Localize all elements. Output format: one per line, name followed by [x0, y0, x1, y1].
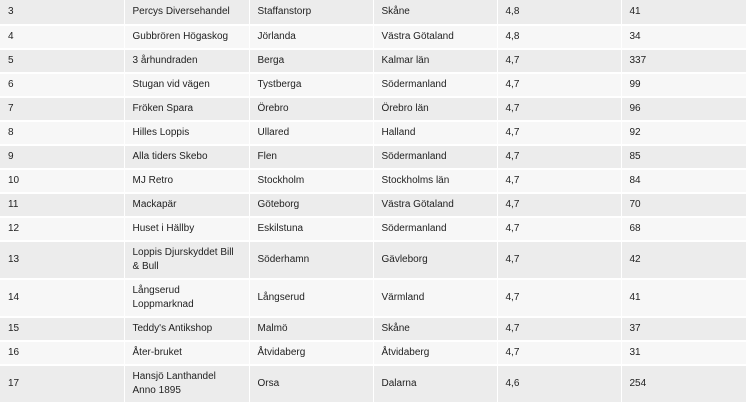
rating-cell: 4,7 — [497, 169, 621, 193]
reviews-cell: 92 — [621, 121, 746, 145]
rating-cell: 4,7 — [497, 217, 621, 241]
region-cell: Dalarna — [373, 365, 497, 403]
table-row — [0, 25, 746, 49]
rank-cell: 16 — [0, 341, 124, 365]
rating-cell: 4,7 — [497, 317, 621, 341]
store-name-cell: Åter-bruket — [124, 341, 249, 365]
reviews-cell: 85 — [621, 145, 746, 169]
rank-cell: 4 — [0, 25, 124, 49]
table-row — [0, 365, 746, 403]
city-cell: Örebro — [249, 97, 373, 121]
reviews-cell: 42 — [621, 241, 746, 279]
rank-cell: 6 — [0, 73, 124, 97]
table-row — [0, 241, 746, 279]
store-name-cell: Percys Diversehandel — [124, 0, 249, 25]
city-cell: Jörlanda — [249, 25, 373, 49]
city-cell: Flen — [249, 145, 373, 169]
region-cell: Åtvidaberg — [373, 341, 497, 365]
city-cell: Orsa — [249, 365, 373, 403]
table-row — [0, 73, 746, 97]
city-cell: Ullared — [249, 121, 373, 145]
store-name-cell: Fröken Spara — [124, 97, 249, 121]
rank-cell: 12 — [0, 217, 124, 241]
rating-cell: 4,8 — [497, 0, 621, 25]
store-name-cell: Mackapär — [124, 193, 249, 217]
reviews-cell: 84 — [621, 169, 746, 193]
city-cell: Göteborg — [249, 193, 373, 217]
rating-cell: 4,7 — [497, 121, 621, 145]
city-cell: Söderhamn — [249, 241, 373, 279]
store-name-cell: Alla tiders Skebo — [124, 145, 249, 169]
region-cell: Södermanland — [373, 145, 497, 169]
store-name-cell: Loppis Djurskyddet Bill & Bull — [124, 241, 249, 279]
table-row — [0, 97, 746, 121]
store-name-cell: Hilles Loppis — [124, 121, 249, 145]
rank-cell: 17 — [0, 365, 124, 403]
reviews-cell: 70 — [621, 193, 746, 217]
reviews-cell: 99 — [621, 73, 746, 97]
reviews-cell: 31 — [621, 341, 746, 365]
store-name-cell: 3 århundraden — [124, 49, 249, 73]
store-name-cell: Hansjö Lanthandel Anno 1895 — [124, 365, 249, 403]
city-cell: Staffanstorp — [249, 0, 373, 25]
region-cell: Västra Götaland — [373, 193, 497, 217]
reviews-cell: 37 — [621, 317, 746, 341]
store-name-cell: Gubbrören Högaskog — [124, 25, 249, 49]
region-cell: Södermanland — [373, 217, 497, 241]
table-row — [0, 193, 746, 217]
region-cell: Örebro län — [373, 97, 497, 121]
table-row — [0, 217, 746, 241]
city-cell: Berga — [249, 49, 373, 73]
rank-cell: 7 — [0, 97, 124, 121]
city-cell: Malmö — [249, 317, 373, 341]
region-cell: Skåne — [373, 317, 497, 341]
rank-cell: 8 — [0, 121, 124, 145]
rating-cell: 4,8 — [497, 25, 621, 49]
city-cell: Åtvidaberg — [249, 341, 373, 365]
table-row — [0, 145, 746, 169]
region-cell: Södermanland — [373, 73, 497, 97]
store-name-cell: Huset i Hällby — [124, 217, 249, 241]
region-cell: Skåne — [373, 0, 497, 25]
store-name-cell: Långserud Loppmarknad — [124, 279, 249, 317]
rating-cell: 4,6 — [497, 365, 621, 403]
city-cell: Långserud — [249, 279, 373, 317]
table-row — [0, 0, 746, 25]
rating-cell: 4,7 — [497, 193, 621, 217]
city-cell: Tystberga — [249, 73, 373, 97]
rating-cell: 4,7 — [497, 97, 621, 121]
rating-cell: 4,7 — [497, 279, 621, 317]
table-row — [0, 279, 746, 317]
table-row — [0, 169, 746, 193]
reviews-cell: 41 — [621, 279, 746, 317]
table-row — [0, 49, 746, 73]
store-name-cell: Teddy's Antikshop — [124, 317, 249, 341]
rank-cell: 9 — [0, 145, 124, 169]
rank-cell: 5 — [0, 49, 124, 73]
rank-cell: 3 — [0, 0, 124, 25]
table-row — [0, 121, 746, 145]
reviews-cell: 337 — [621, 49, 746, 73]
region-cell: Kalmar län — [373, 49, 497, 73]
rank-cell: 14 — [0, 279, 124, 317]
rank-cell: 13 — [0, 241, 124, 279]
rank-cell: 10 — [0, 169, 124, 193]
store-name-cell: Stugan vid vägen — [124, 73, 249, 97]
region-cell: Värmland — [373, 279, 497, 317]
reviews-cell: 254 — [621, 365, 746, 403]
table-row — [0, 317, 746, 341]
region-cell: Västra Götaland — [373, 25, 497, 49]
region-cell: Stockholms län — [373, 169, 497, 193]
store-name-cell: MJ Retro — [124, 169, 249, 193]
reviews-cell: 41 — [621, 0, 746, 25]
rating-cell: 4,7 — [497, 49, 621, 73]
city-cell: Eskilstuna — [249, 217, 373, 241]
region-cell: Halland — [373, 121, 497, 145]
table-row — [0, 341, 746, 365]
reviews-cell: 96 — [621, 97, 746, 121]
city-cell: Stockholm — [249, 169, 373, 193]
rank-cell: 11 — [0, 193, 124, 217]
rank-cell: 15 — [0, 317, 124, 341]
rating-cell: 4,7 — [497, 341, 621, 365]
rating-cell: 4,7 — [497, 73, 621, 97]
rating-cell: 4,7 — [497, 241, 621, 279]
region-cell: Gävleborg — [373, 241, 497, 279]
reviews-cell: 34 — [621, 25, 746, 49]
reviews-cell: 68 — [621, 217, 746, 241]
rating-cell: 4,7 — [497, 145, 621, 169]
